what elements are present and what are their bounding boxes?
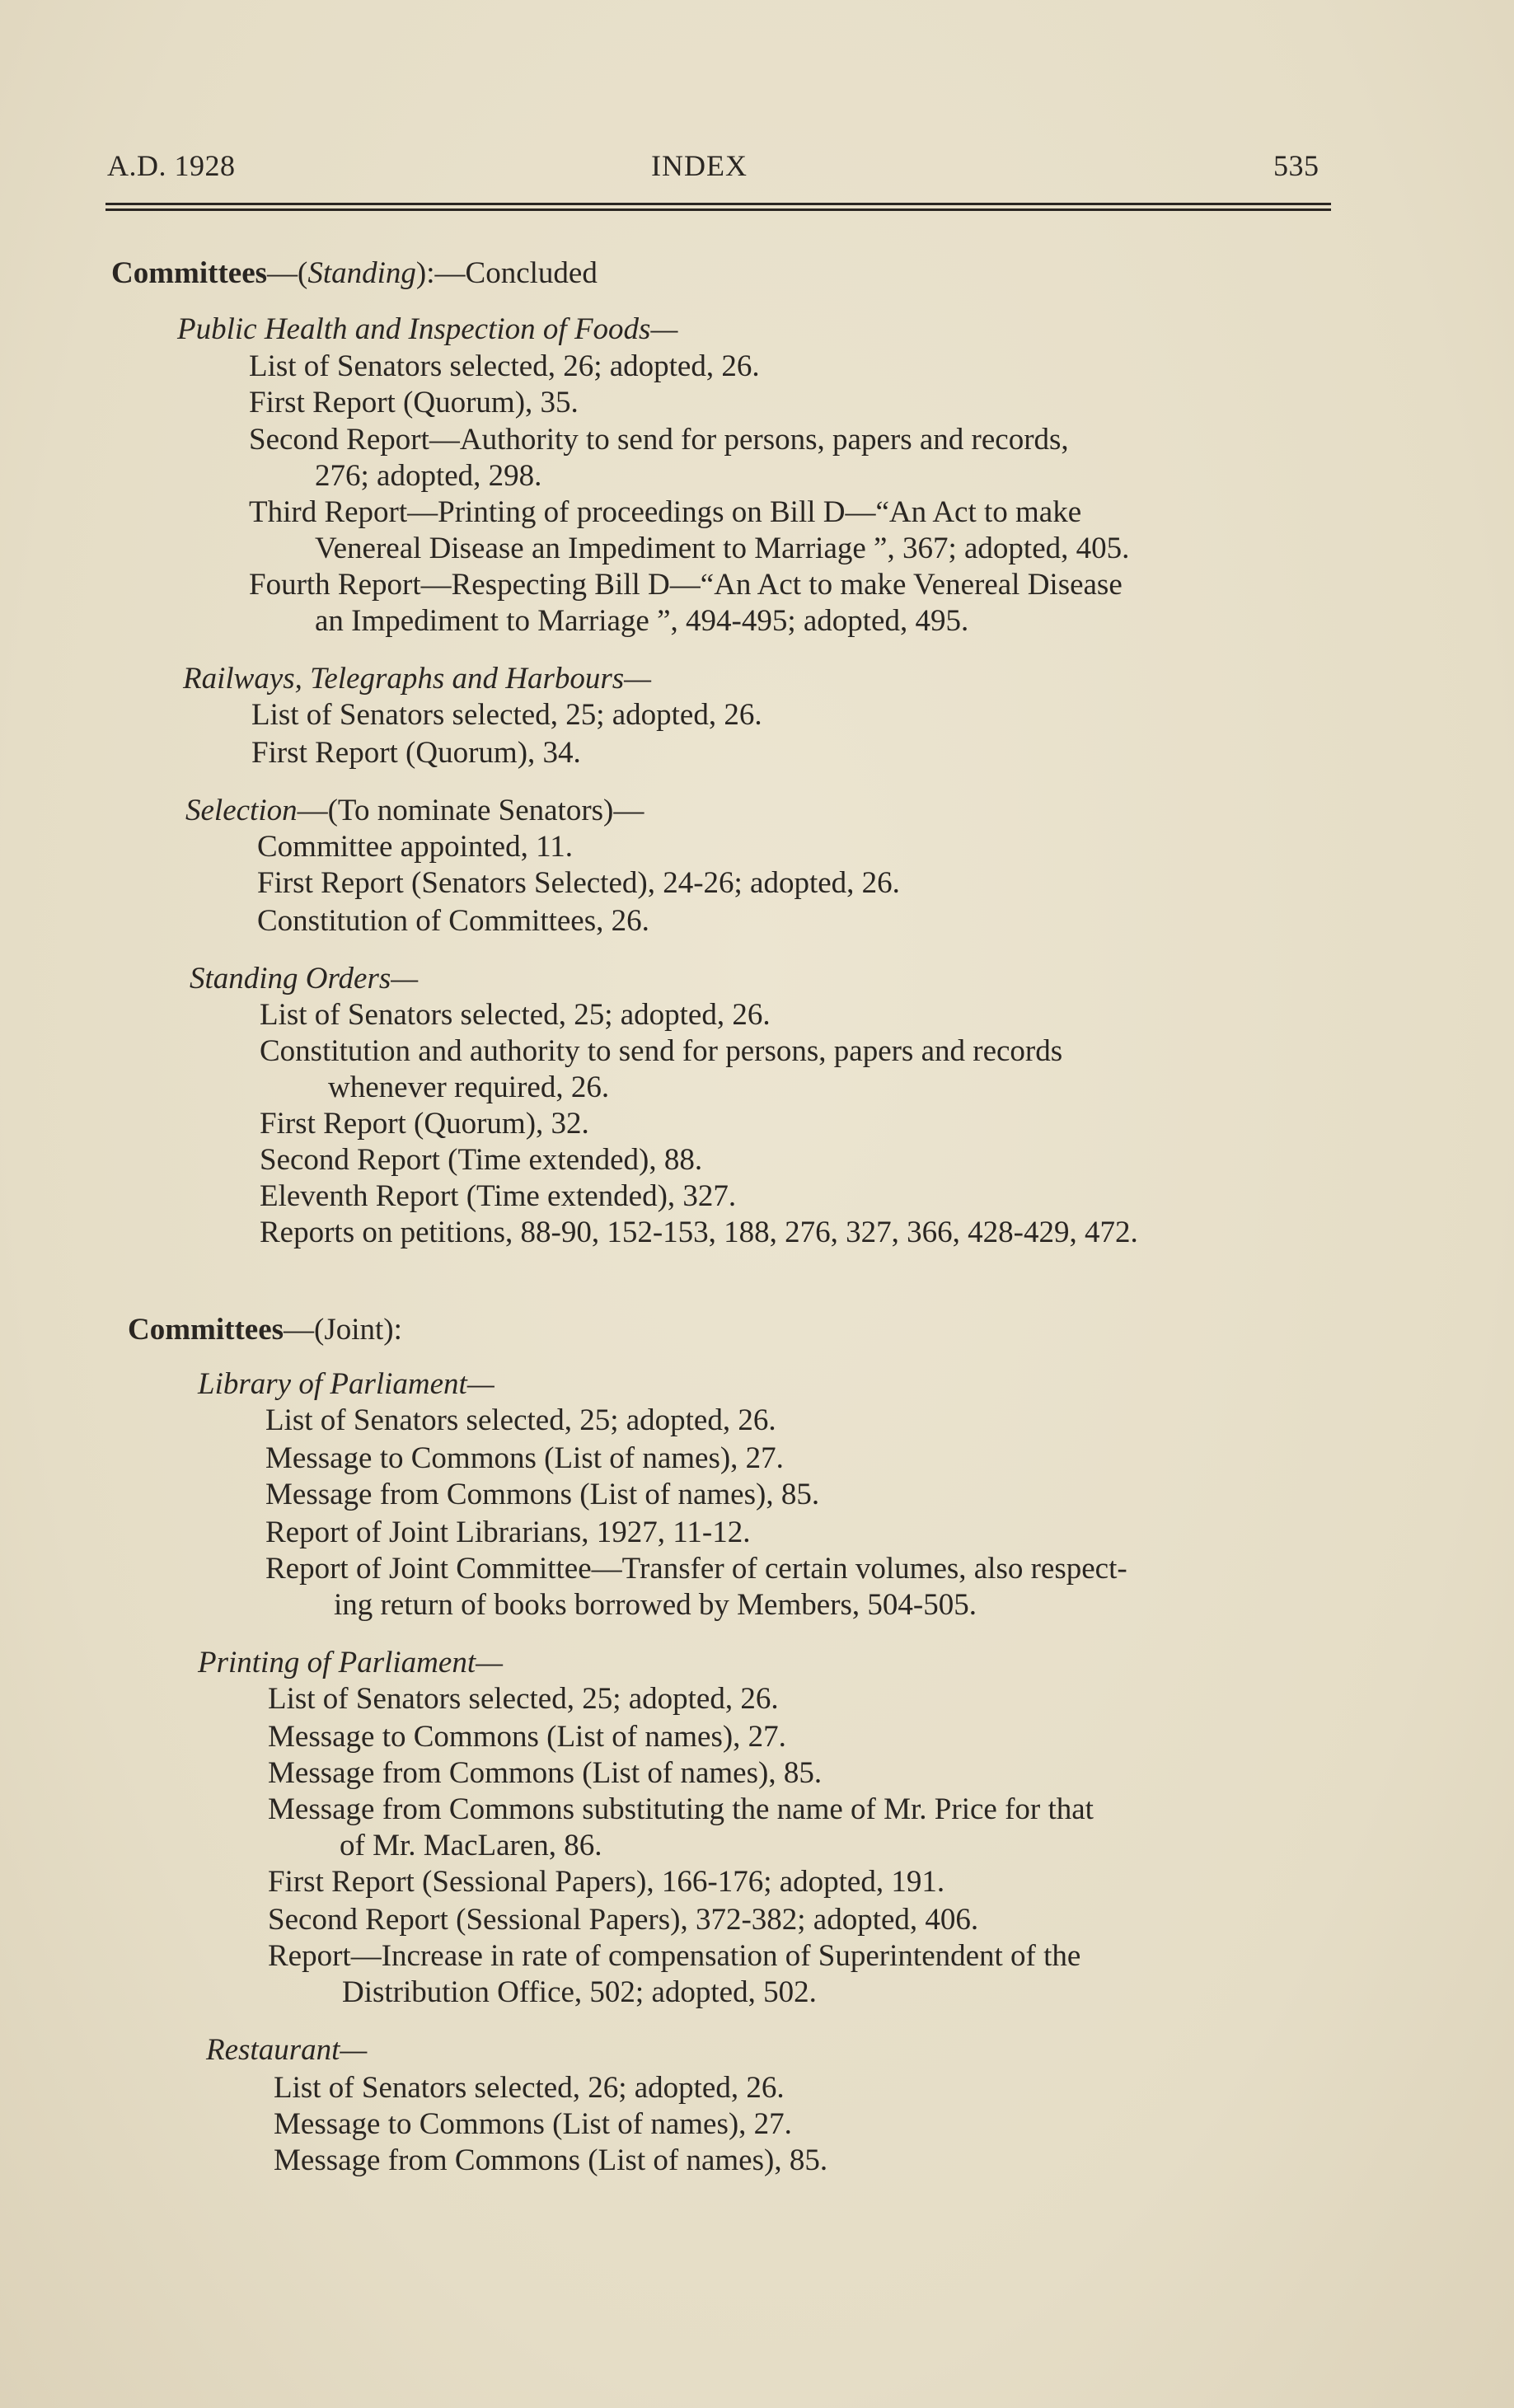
entry-line: Message from Commons (List of names), 85. xyxy=(268,1756,823,1790)
entry-line: of Mr. MacLaren, 86. xyxy=(340,1829,602,1862)
entry-line: Message to Commons (List of names), 27. xyxy=(265,1441,784,1475)
entry-line: Message from Commons substituting the name of Mr. Price for that xyxy=(268,1792,1094,1826)
entry-line: Report—Increase in rate of compensation of Superintendent of the xyxy=(268,1939,1081,1973)
entry-line: Second Report—Authority to send for persons, papers and records, xyxy=(249,423,1069,457)
entry-line: Second Report (Time extended), 88. xyxy=(260,1143,703,1177)
entry-line: Committee appointed, 11. xyxy=(257,830,573,864)
entry-line: whenever required, 26. xyxy=(328,1070,610,1104)
entry-line: Reports on petitions, 88-90, 152-153, 188, 276, 327, 366, 428-429, 472. xyxy=(260,1216,1138,1249)
subheading-restaurant: Restaurant— xyxy=(206,2033,368,2067)
subheading-railways: Railways, Telegraphs and Harbours— xyxy=(183,662,652,696)
entry-line: Message from Commons (List of names), 85. xyxy=(265,1478,820,1511)
entry-line: First Report (Quorum), 35. xyxy=(249,386,579,419)
entry-line: Fourth Report—Respecting Bill D—“An Act to make Venereal Disease xyxy=(249,568,1123,602)
subheading-standing-orders: Standing Orders— xyxy=(190,962,419,996)
entry-line: First Report (Quorum), 34. xyxy=(251,736,581,770)
header-title: INDEX xyxy=(651,149,748,182)
entry-line: First Report (Senators Selected), 24-26; adopted, 26. xyxy=(257,866,900,900)
entry-line: Venereal Disease an Impediment to Marriage ”, 367; adopted, 405. xyxy=(315,532,1130,565)
entry-line: List of Senators selected, 26; adopted, 26. xyxy=(274,2071,785,2105)
entry-line: First Report (Sessional Papers), 166-176; adopted, 191. xyxy=(268,1865,945,1899)
header-rule-bottom xyxy=(105,208,1331,211)
subheading-printing: Printing of Parliament— xyxy=(198,1646,503,1680)
entry-line: Second Report (Sessional Papers), 372-382; adopted, 406. xyxy=(268,1903,979,1937)
subheading-selection: Selection—(To nominate Senators)— xyxy=(185,794,645,827)
entry-line: ing return of books borrowed by Members, 504-505. xyxy=(334,1588,977,1622)
entry-line: Message from Commons (List of names), 85. xyxy=(274,2143,828,2177)
entry-line: List of Senators selected, 26; adopted, 26. xyxy=(249,349,760,383)
entry-line: Distribution Office, 502; adopted, 502. xyxy=(342,1975,817,2009)
entry-line: Message to Commons (List of names), 27. xyxy=(268,1720,786,1754)
header-year: A.D. 1928 xyxy=(107,149,236,182)
entry-line: Message to Commons (List of names), 27. xyxy=(274,2107,792,2141)
entry-line: Eleventh Report (Time extended), 327. xyxy=(260,1179,737,1213)
subheading-public-health: Public Health and Inspection of Foods— xyxy=(177,312,678,346)
header-rule-top xyxy=(105,203,1331,205)
subheading-library: Library of Parliament— xyxy=(198,1367,495,1401)
page-number: 535 xyxy=(1273,149,1319,182)
entry-line: 276; adopted, 298. xyxy=(315,459,542,493)
entry-line: List of Senators selected, 25; adopted, 26. xyxy=(268,1682,779,1716)
section-heading-keyword: Committees xyxy=(128,1313,284,1347)
entry-line: First Report (Quorum), 32. xyxy=(260,1107,589,1141)
entry-line: Constitution and authority to send for persons, papers and records xyxy=(260,1034,1063,1068)
entry-line: Report of Joint Committee—Transfer of certain volumes, also respect- xyxy=(265,1552,1127,1586)
section-heading-joint: Committees—(Joint): xyxy=(128,1313,402,1347)
entry-line: an Impediment to Marriage ”, 494-495; adopted, 495. xyxy=(315,604,969,638)
entry-line: List of Senators selected, 25; adopted, 26. xyxy=(265,1403,776,1437)
section-heading-standing: Committees—(Standing):—Concluded xyxy=(111,256,598,290)
entry-line: Third Report—Printing of proceedings on Bill D—“An Act to make xyxy=(249,495,1082,529)
section-heading-keyword: Committees xyxy=(111,256,268,290)
entry-line: Report of Joint Librarians, 1927, 11-12. xyxy=(265,1516,751,1549)
entry-line: Constitution of Committees, 26. xyxy=(257,904,649,938)
entry-line: List of Senators selected, 25; adopted, 26. xyxy=(260,998,771,1032)
entry-line: List of Senators selected, 25; adopted, 26. xyxy=(251,698,762,732)
